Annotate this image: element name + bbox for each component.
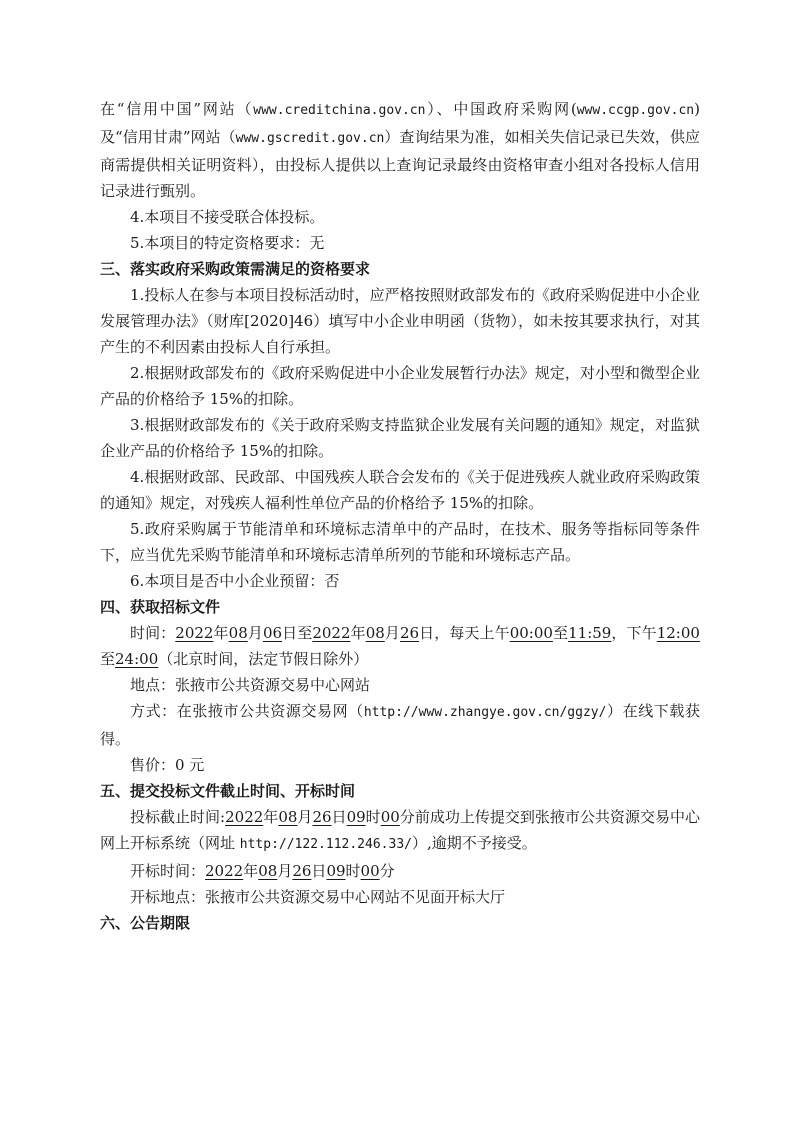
acquisition-method	[100, 698, 700, 752]
time-label: 时间：	[130, 624, 176, 642]
text-fragment: 日至	[282, 624, 313, 642]
open-month: 08	[258, 862, 278, 880]
text-fragment: 月	[277, 862, 293, 880]
text-fragment: ）查询结果为准，如相关失信记录已失效，供应商需提供相关证明资料），由投标人提供以上查询记录最终由资格审查小组对各投标人信用记录进行甄别。	[100, 128, 700, 200]
am-end-time: 11:59	[568, 624, 612, 642]
bid-opening-place: 开标地点：张掖市公共资源交易中心网站不见面开标大厅	[130, 888, 506, 906]
start-year: 2022	[175, 624, 214, 642]
text-fragment: 时	[345, 862, 361, 880]
text-fragment: 日，每天上午	[419, 624, 510, 642]
deadline-day: 26	[312, 808, 332, 826]
deadline-hour: 09	[346, 808, 366, 826]
start-day: 06	[262, 624, 283, 642]
time-note: （北京时间，法定节假日除外）	[158, 650, 369, 668]
policy-item-3: 3.根据财政部发布的《关于政府采购支持监狱企业发展有关问题的通知》规定，对监狱企业产品的价格给予 15%的扣除。	[100, 416, 700, 460]
open-year: 2022	[205, 862, 244, 880]
policy-item-2: 2.根据财政部发布的《政府采购促进中小企业发展暂行办法》规定，对小型和微型企业产品的价格给予 15%的扣除。	[100, 364, 700, 408]
deadline-year: 2022	[225, 808, 264, 826]
document-price: 售价：0 元	[130, 756, 205, 774]
text-fragment: 方式：在张掖市公共资源交易网（	[130, 702, 364, 720]
text-fragment: 分	[379, 862, 395, 880]
policy-item-5: 5.政府采购属于节能清单和环境标志清单中的产品时，在技术、服务等指标同等条件下，应当优先采购节能清单和环境标志清单所列的节能和环境标志产品。	[100, 520, 700, 564]
text-fragment: 月	[384, 624, 400, 642]
url-zhangye-ggzy: http://www.zhangye.gov.cn/ggzy/	[363, 705, 607, 720]
acquisition-time	[100, 620, 700, 672]
bid-deadline	[100, 804, 700, 858]
text-fragment: 年	[263, 808, 279, 826]
pm-start-time: 12:00	[656, 624, 700, 642]
text-fragment: 年	[213, 624, 229, 642]
url-gscredit: www.gscredit.gov.cn	[235, 131, 385, 146]
end-day: 26	[399, 624, 420, 642]
bid-opening-time	[100, 858, 700, 884]
open-day: 26	[292, 862, 312, 880]
item-specific-qualification: 5.本项目的特定资格要求：无	[130, 234, 325, 252]
policy-item-6: 6.本项目是否中小企业预留：否	[130, 572, 340, 590]
text-fragment: ，下午	[611, 624, 657, 642]
deadline-label: 投标截止时间:	[130, 808, 226, 826]
text-fragment: )及“信用甘肃”网站（	[100, 100, 700, 146]
text-fragment: ）,逾期不予接受。	[411, 834, 537, 852]
paragraph-credit-check	[100, 96, 700, 204]
end-month: 08	[365, 624, 385, 642]
policy-item-1: 1.投标人在参与本项目投标活动时，应严格按照财政部发布的《政府采购促进中小企业发展管理办法》（财库[2020]46）填写中小企业申明函（货物），如未按其要求执行，对其产生的不利因素由投标人自行承担。	[100, 286, 700, 356]
text-fragment: 日	[331, 808, 347, 826]
open-hour: 09	[326, 862, 346, 880]
document-body	[100, 96, 700, 936]
url-ccgp: www.ccgp.gov.cn	[576, 103, 695, 118]
policy-item-4: 4.根据财政部、民政部、中国残疾人联合会发布的《关于促进残疾人就业政府采购政策的通知》规定，对残疾人福利性单位产品的价格给予 15%的扣除。	[100, 468, 700, 512]
text-fragment: 至	[100, 650, 116, 668]
section-heading-3: 三、落实政府采购政策需满足的资格要求	[100, 260, 371, 278]
url-creditchina: www.creditchina.gov.cn	[253, 103, 426, 118]
deadline-month: 08	[278, 808, 298, 826]
text-fragment: 分前成功上传提交到张掖市公共资源交易中心网上开标系统（网址	[100, 808, 700, 852]
end-year: 2022	[312, 624, 351, 642]
acquisition-place: 地点：张掖市公共资源交易中心网站	[130, 676, 371, 694]
start-month: 08	[228, 624, 248, 642]
text-fragment: 在“信用中国”网站（	[100, 100, 254, 118]
text-fragment: 年	[243, 862, 259, 880]
am-start-time: 00:00	[509, 624, 553, 642]
open-minute: 00	[360, 862, 380, 880]
text-fragment: 日	[311, 862, 327, 880]
text-fragment: 时	[365, 808, 381, 826]
url-bid-system: http://122.112.246.33/	[239, 837, 412, 852]
text-fragment: 年	[350, 624, 366, 642]
open-label: 开标时间：	[130, 862, 206, 880]
text-fragment: ）在线下载获得。	[100, 702, 700, 748]
section-heading-5: 五、提交投标文件截止时间、开标时间	[100, 782, 356, 800]
item-no-consortium: 4.本项目不接受联合体投标。	[130, 208, 325, 226]
section-heading-6: 六、公告期限	[100, 914, 191, 932]
text-fragment: 月	[297, 808, 313, 826]
deadline-minute: 00	[380, 808, 400, 826]
text-fragment: ）、中国政府采购网(	[425, 100, 577, 118]
pm-end-time: 24:00	[115, 650, 159, 668]
text-fragment: 至	[552, 624, 569, 642]
section-heading-4: 四、获取招标文件	[100, 598, 221, 616]
text-fragment: 月	[247, 624, 263, 642]
